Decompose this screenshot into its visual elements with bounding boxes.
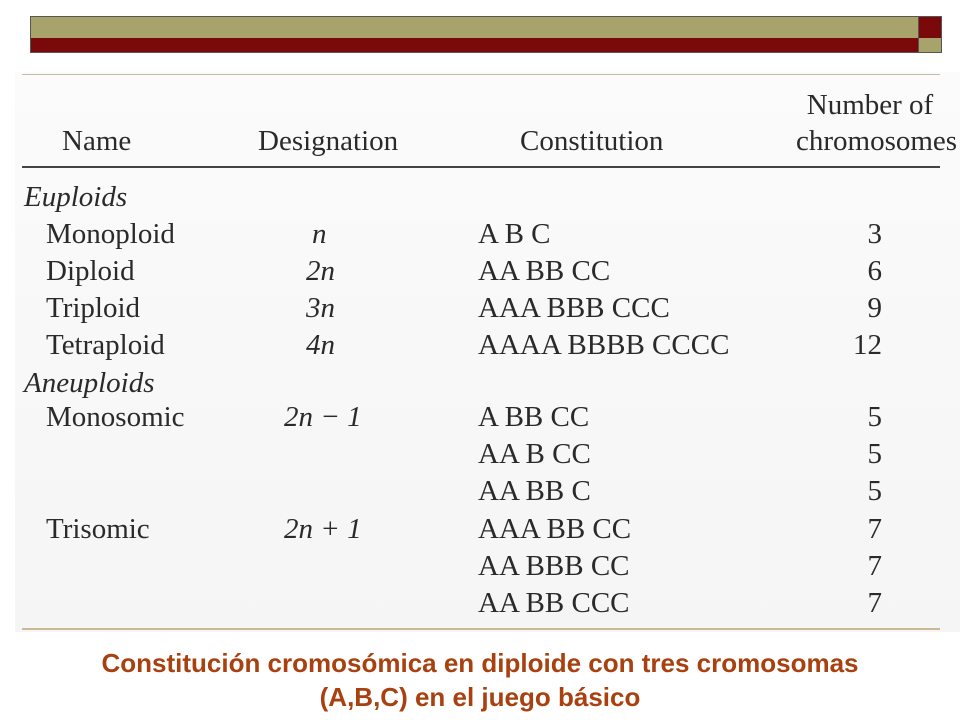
table-top-rule [22,74,940,75]
header-name: Name [62,125,132,157]
row-designation: 2n − 1 [284,401,362,433]
header-rule [22,166,940,168]
caption-line-2: (A,B,C) en el juego básico [319,682,641,712]
row-designation: 2n [306,255,335,287]
row-number: 5 [867,475,882,507]
group-euploids: Euploids [24,181,128,213]
header-bar-maroon [30,38,920,53]
row-constitution: AAA BB CC [478,513,632,545]
row-number: 5 [867,438,882,470]
row-constitution: AAA BBB CCC [478,292,670,324]
row-name: Trisomic [46,513,150,545]
row-constitution: A B C [478,218,551,250]
row-name: Diploid [46,255,135,287]
header-square-olive [918,38,942,53]
row-constitution: AA B CC [478,438,591,470]
row-number: 7 [867,550,882,582]
row-constitution: AA BB C [478,475,591,507]
header-square-maroon [918,16,942,40]
row-name: Tetraploid [46,329,165,361]
row-number: 7 [867,587,882,619]
header-constitution: Constitution [520,125,664,157]
row-designation: n [312,218,327,250]
row-number: 9 [867,292,882,324]
row-designation: 4n [306,329,335,361]
row-constitution: AAAA BBBB CCCC [478,329,730,361]
row-constitution: AA BB CCC [478,587,630,619]
row-constitution: A BB CC [478,401,590,433]
group-aneuploids: Aneuploids [24,367,155,399]
row-name: Monosomic [46,401,185,433]
header-designation: Designation [258,125,399,157]
header-number-line1: Number of [806,89,934,121]
row-number: 5 [867,401,882,433]
row-name: Monoploid [46,218,175,250]
row-number: 12 [853,329,882,361]
header-bar-olive [30,16,920,40]
row-designation: 2n + 1 [284,513,362,545]
row-designation: 3n [306,292,335,324]
row-name: Triploid [46,292,141,324]
row-number: 3 [867,218,882,250]
row-number: 7 [867,513,882,545]
header-number-line2: chromosomes [796,125,958,157]
caption-line-1: Constitución cromosómica en diploide con tres cromosomas [101,648,859,678]
row-number: 6 [867,255,882,287]
row-constitution: AA BBB CC [478,550,630,582]
table-bottom-rule [22,628,940,630]
row-constitution: AA BB CC [478,255,611,287]
slide-caption [0,646,960,714]
